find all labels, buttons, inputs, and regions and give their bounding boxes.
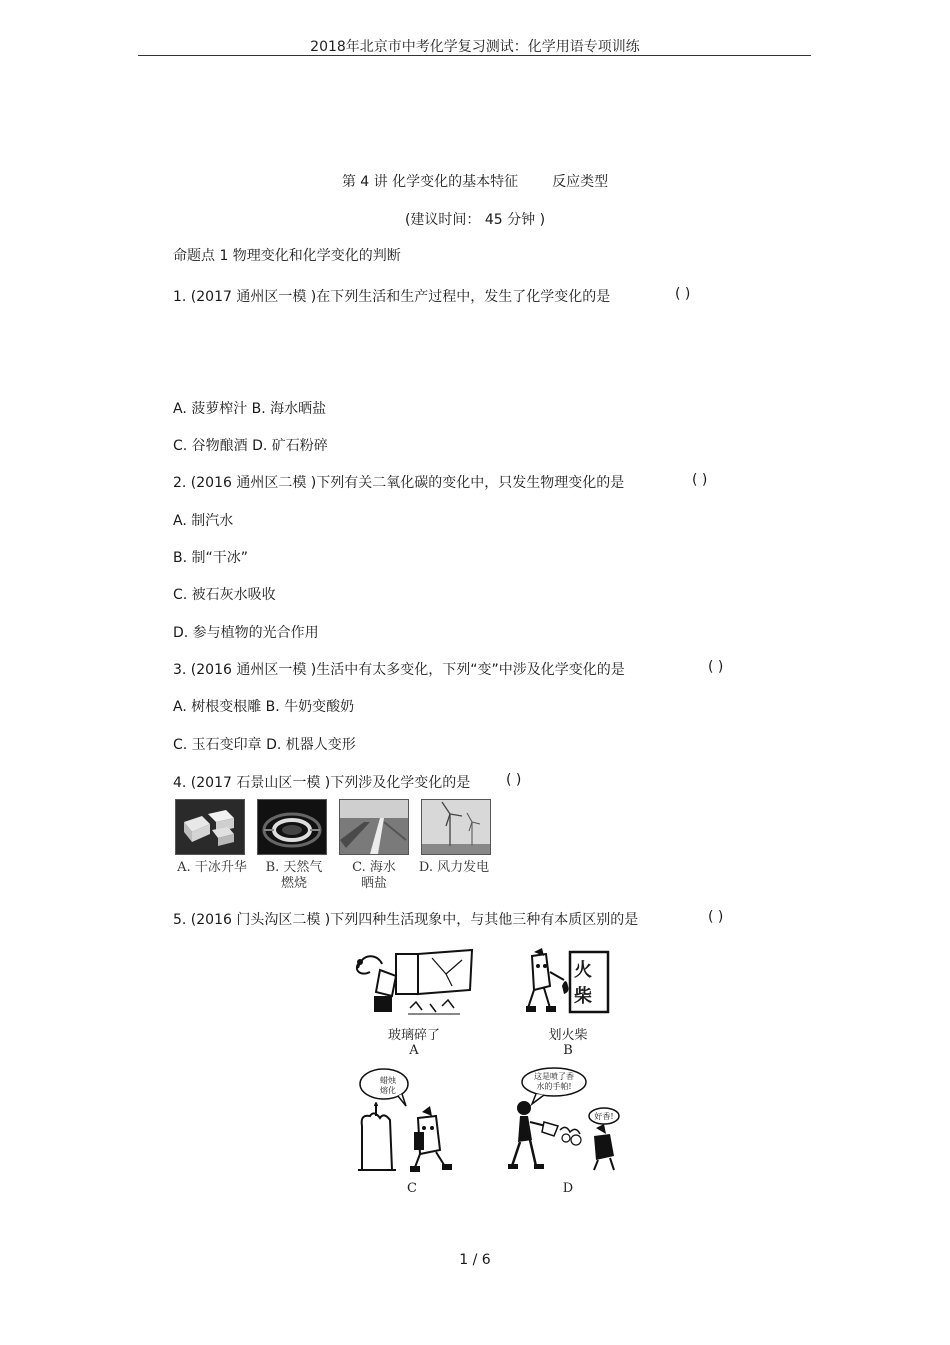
q5-letter-c: C: [407, 1181, 417, 1196]
page-number: 1 / 6: [459, 1252, 491, 1268]
q5-caption-a: 玻璃碎了: [387, 1028, 440, 1043]
q4-caption-a-line1: A. 干冰升华: [177, 860, 247, 875]
cartoon-striking-match: [520, 946, 616, 1020]
candle-bubble-line2: 熔化: [380, 1086, 396, 1095]
lesson-title-main: 第 4 讲 化学变化的基本特征: [341, 174, 519, 190]
q5-caption-b: 划火柴: [548, 1028, 588, 1043]
q4-caption-b-line1: B. 天然气: [265, 860, 323, 875]
q4-caption-c-line2: 晒盐: [360, 876, 387, 891]
q4-caption-b-line2: 燃烧: [280, 876, 307, 891]
question-2-option-b: B. 制“干冰”: [173, 550, 249, 566]
q4-caption-a: [170, 860, 254, 876]
question-3-options-ab: A. 树根变根雕 B. 牛奶变酸奶: [173, 699, 355, 715]
cartoon-candle-melting: [354, 1066, 464, 1178]
question-2-option-c: C. 被石灰水吸收: [173, 587, 276, 603]
candle-bubble-line1: 蜡烛: [380, 1076, 396, 1085]
perfume-bubble-line2: 水的手帕!: [536, 1082, 572, 1091]
candle-speech-bubble: [376, 1076, 400, 1096]
question-1-answer-blank: ( ): [675, 286, 691, 302]
question-1-stem: 1. (2017 通州区一模 )在下列生活和生产过程中，发生了化学变化的是: [173, 289, 611, 305]
q5-letter-a: A: [409, 1043, 419, 1058]
question-1-options-ab: A. 菠萝榨汁 B. 海水晒盐: [173, 401, 327, 417]
q5-letter-d: D: [562, 1181, 574, 1196]
gas-stove-flame-photo: [257, 799, 327, 855]
question-5-stem: 5. (2016 门头沟区二模 )下列四种生活现象中，与其他三种有本质区别的是: [173, 912, 639, 928]
question-2-answer-blank: ( ): [692, 472, 708, 488]
question-3-stem: 3. (2016 通州区一模 )生活中有太多变化，下列“变”中涉及化学变化的是: [173, 662, 625, 678]
question-4-answer-blank: ( ): [506, 772, 522, 788]
section-heading: 命题点 1 物理变化和化学变化的判断: [173, 248, 401, 264]
lesson-title-sub: 反应类型: [552, 174, 609, 190]
q4-caption-c: [339, 860, 409, 892]
question-5-answer-blank: ( ): [708, 909, 724, 925]
question-3-answer-blank: ( ): [708, 659, 724, 675]
dry-ice-photo: [175, 799, 245, 855]
q4-caption-b: [257, 860, 331, 892]
question-2-option-d: D. 参与植物的光合作用: [173, 625, 319, 641]
question-2-option-a: A. 制汽水: [173, 513, 234, 529]
question-4-stem: 4. (2017 石景山区一模 )下列涉及化学变化的是: [173, 775, 471, 791]
perfume-speech-bubble: [530, 1072, 578, 1092]
question-2-stem: 2. (2016 通州区二模 )下列有关二氧化碳的变化中，只发生物理变化的是: [173, 475, 625, 491]
suggested-time: (建议时间： 45 分钟 ): [404, 212, 546, 228]
q4-caption-c-line1: C. 海水: [352, 860, 396, 875]
question-3-options-cd: C. 玉石变印章 D. 机器人变形: [173, 737, 356, 753]
matchbox-label-bottom: 柴: [574, 986, 592, 1007]
question-1-options-cd: C. 谷物酿酒 D. 矿石粉碎: [173, 438, 328, 454]
page-header: 2018年北京市中考化学复习测试：化学用语专项训练: [310, 39, 640, 55]
wind-turbine-photo: [421, 799, 491, 855]
header-rule: [138, 55, 811, 56]
salt-pan-photo: [339, 799, 409, 855]
q5-letter-b: B: [563, 1043, 573, 1058]
cartoon-glass-breaking: [352, 946, 476, 1020]
q4-caption-d: [412, 860, 496, 876]
q4-caption-d-line1: D. 风力发电: [418, 860, 490, 875]
perfume-bubble-line1: 这是喷了香: [534, 1072, 574, 1081]
smell-speech-bubble: 好香!: [594, 1112, 614, 1121]
matchbox-label-top: 火: [574, 960, 592, 981]
lesson-title: [0, 171, 950, 191]
